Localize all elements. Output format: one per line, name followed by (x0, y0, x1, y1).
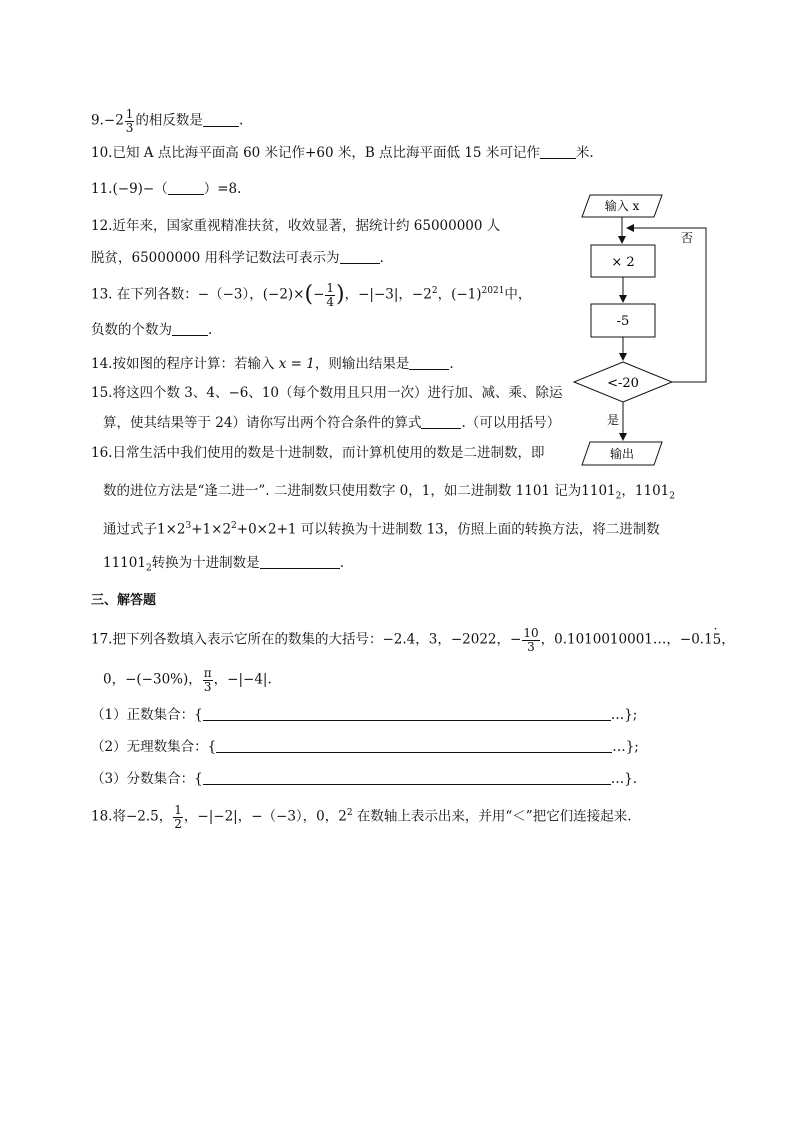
question-16-line2: 数的进位方法是“逢二进一”. 二进制数只使用数字 0，1，如二进制数 1101 记为$1101_2$，$1101_2$ (103, 483, 675, 502)
fraction: $\frac{1}{2}$ (174, 803, 182, 831)
flow-subtract-label: -5 (616, 314, 630, 329)
set-irrational: （2）无理数集合：{ …}; (91, 739, 639, 755)
question-17-line2: 0，−(−30%)， $\frac{\pi}{3}$ ，−|−4|. (103, 666, 272, 694)
flow-condition-label: <-20 (607, 376, 639, 391)
question-13-line2: 负数的个数为 . (91, 322, 213, 338)
question-9: 9.−2 $\frac{1}{3}$ 的相反数是 . (91, 107, 244, 135)
question-10: 10.已知 A 点比海平面高 60 米记作+60 米，B 点比海平面低 15 米可记作 米. (91, 145, 594, 161)
flow-multiply-label: × 2 (611, 255, 635, 270)
fraction: $\frac{1}{3}$ (125, 107, 134, 135)
question-11: 11.(−9)−（ ）=8. (91, 181, 242, 197)
set-fraction: （3）分数集合：{ …}. (91, 771, 638, 787)
question-13: 13. 在下列各数：−（−3），(−2)×(− $\frac{1}{4}$ )，−|−3|，$-2^2$，$(-1)^{2021}$中， (91, 281, 532, 309)
fraction: $\frac{1}{4}$ (326, 281, 335, 309)
flow-no-label: 否 (681, 231, 694, 245)
flow-output-label: 输出 (609, 447, 635, 461)
section-heading: 三、解答题 (91, 593, 157, 608)
question-18: 18.将−2.5， $\frac{1}{2}$ ，−|−2|，−（−3），0，$2^2$ 在数轴上表示出来，并用“＜”把它们连接起来. (91, 803, 632, 831)
flow-yes-label: 是 (607, 413, 620, 427)
question-16-line1: 16.日常生活中我们使用的数是十进制数，而计算机使用的数是二进制数，即 (91, 445, 545, 461)
fraction: $\frac{10}{3}$ (523, 626, 539, 654)
question-16-line3: 通过式子$1\times 2^3+1\times 2^2+0\times 2+1$ 可以转换为十进制数 13，仿照上面的转换方法，将二进制数 (103, 521, 660, 538)
flow-input-label: 输入 x (604, 199, 640, 213)
question-17: 17.把下列各数填入表示它所在的数集的大括号：−2.4，3，−2022，− $\frac{10}{3}$ ，0.1010010001…，−0.1· 5， (91, 627, 735, 653)
question-15-line1: 15.将这四个数 3、4、−6、10（每个数用且只用一次）进行加、减、乘、除运 (91, 385, 563, 401)
question-12-line2: 脱贫，65000000 用科学记数法可表示为 . (91, 250, 384, 266)
question-14: 14.按如图的程序计算：若输入 x = 1，则输出结果是 . (91, 356, 454, 372)
question-12-line1: 12.近年来，国家重视精准扶贫，收效显著，据统计约 65000000 人 (91, 218, 501, 234)
question-16-line4: $11101_2$转换为十进制数是 . (103, 555, 344, 574)
set-positive: （1）正数集合：{ …}; (91, 707, 638, 723)
question-15-line2: 算，使其结果等于 24）请你写出两个符合条件的算式 .（可以用括号） (103, 415, 561, 431)
fraction: $\frac{\pi}{3}$ (203, 666, 212, 694)
